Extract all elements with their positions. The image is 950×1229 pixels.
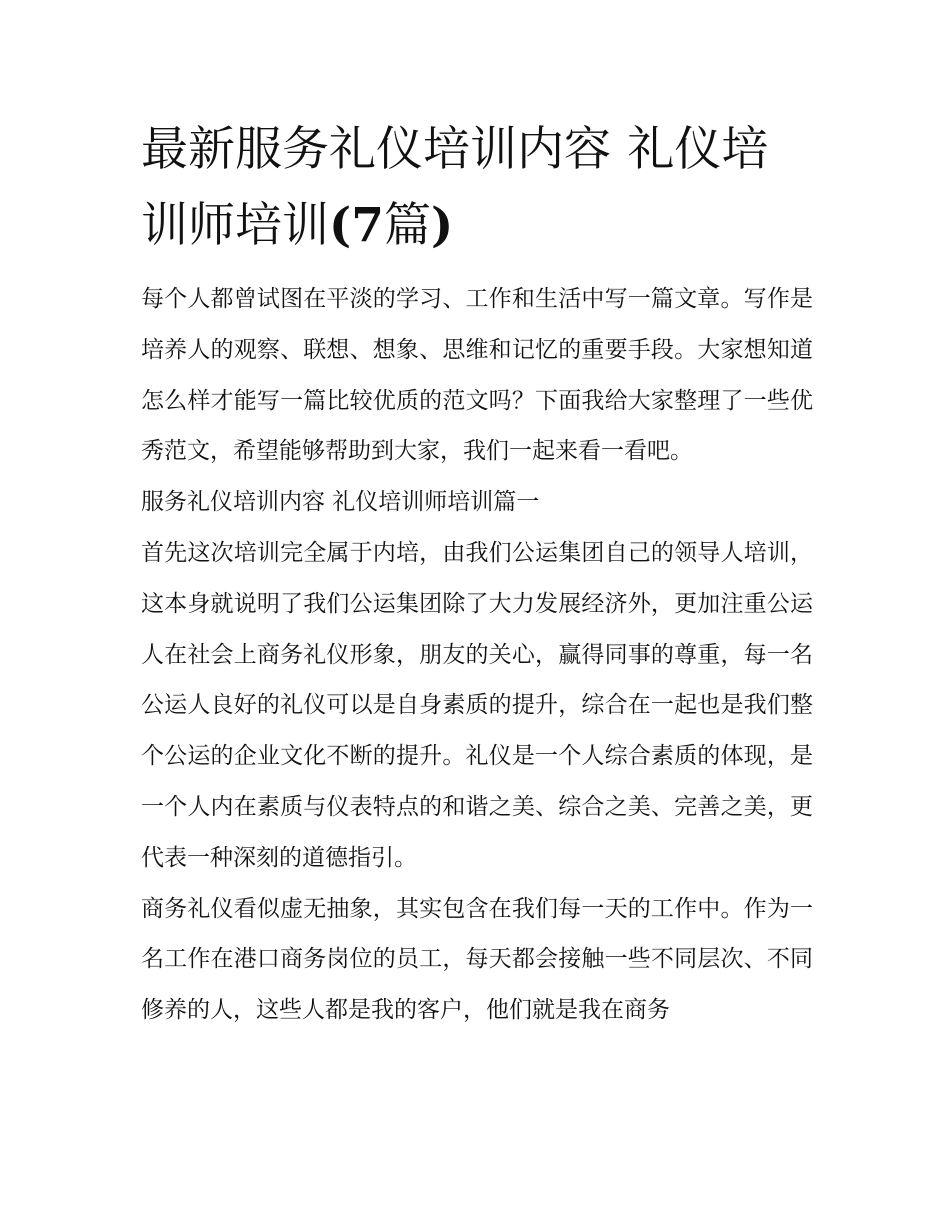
document-page — [141, 112, 813, 1036]
document-body — [141, 274, 813, 1036]
document-title: 最新服务礼仪培训内容 礼仪培训师培训(7篇) — [141, 122, 769, 253]
section-heading: 服务礼仪培训内容 礼仪培训师培训篇一 — [141, 489, 540, 516]
intro-paragraph: 每个人都曾试图在平淡的学习、工作和生活中写一篇文章。写作是培养人的观察、联想、想象、思维和记忆的重要手段。大家想知道怎么样才能写一篇比较优质的范文吗？下面我给大家整理了一些优秀范文，希望能够帮助到大家，我们一起来看一看吧。 — [141, 286, 813, 465]
body-paragraph-1: 首先这次培训完全属于内培，由我们公运集团自己的领导人培训，这本身就说明了我们公运集团除了大力发展经济外，更加注重公运人在社会上商务礼仪形象，朋友的关心，赢得同事的尊重，每一名公运人良好的礼仪可以是自身素质的提升，综合在一起也是我们整个公运的企业文化不断的提升。礼仪是一个人综合素质的体现，是一个人内在素质与仪表特点的和谐之美、综合之美、完善之美，更代表一种深刻的道德指引。 — [141, 539, 813, 871]
body-paragraph-2: 商务礼仪看似虚无抽象，其实包含在我们每一天的工作中。作为一名工作在港口商务岗位的员工，每天都会接触一些不同层次、不同修养的人，这些人都是我的客户，他们就是我在商务 — [141, 895, 813, 1024]
